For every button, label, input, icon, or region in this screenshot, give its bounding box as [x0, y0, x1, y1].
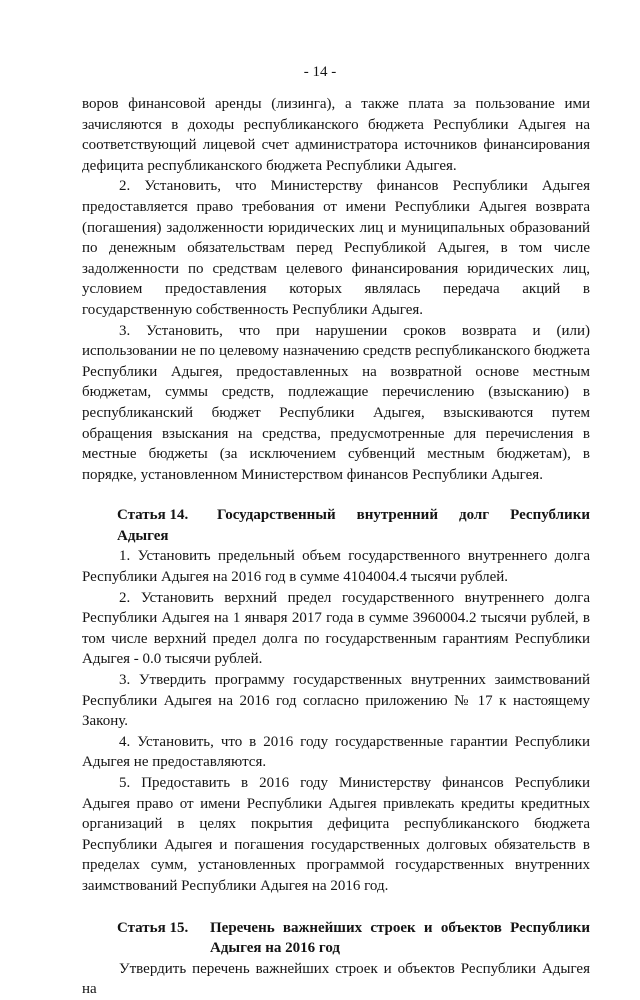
page-number: - 14 - — [303, 64, 337, 80]
article-15-number: Статья 15. — [117, 919, 189, 936]
article-14-item-5: 5. Предоставить в 2016 году Министерству финансов Республики Адыгея право от имени Республики Адыгея привлекать кредиты кредитных организаций в целях покрытия дефицита республиканского бюджета Республики Адыгея и погашения государственных долговых обязательств в пределах сумм, установленных программой государственных внутренних заимствований Республики Адыгея на 2016 год. — [82, 775, 590, 894]
article-15-heading — [82, 918, 590, 959]
paragraph-item-3: 3. Установить, что при нарушении сроков возврата и (или) использовании не по целевому назначению средств республиканского бюджета Республики Адыгея, предоставленных на возвратной основе местным бюджетам, суммы средств, подлежащие перечислению (взысканию) в республиканский бюджет Республики Адыгея, взыскиваются путем обращения взыскания на средства, предусмотренные для перечисления в местные бюджеты (за исключением субвенций местным бюджетам), в порядке, установленном Министерством финансов Республики Адыгея. — [82, 322, 590, 483]
article-14-item-1: 1. Установить предельный объем государственного внутреннего долга Республики Адыгея на 2016 год в сумме 4104004.4 тысячи рублей. — [82, 548, 590, 586]
article-14-heading — [82, 505, 590, 546]
article-14-item-4: 4. Установить, что в 2016 году государственные гарантии Республики Адыгея не предоставляются. — [82, 733, 590, 771]
paragraph-continued: воров финансовой аренды (лизинга), а также плата за пользование ими зачисляются в доходы республиканского бюджета Республики Адыгея на соответствующий лицевой счет администратора источников финансирования дефицита республиканского бюджета Республики Адыгея. — [82, 96, 590, 174]
article-15-title: Перечень важнейших строек и объектов Республики Адыгея на 2016 год — [210, 919, 590, 957]
article-15-item-1: Утвердить перечень важнейших строек и объектов Республики Адыгея на — [82, 960, 590, 998]
article-14-item-2: 2. Установить верхний предел государственного внутреннего долга Республики Адыгея на 1 января 2017 года в сумме 3960004.2 тысячи рублей, в том числе верхний предел долга по государственным гарантиям Республики Адыгея - 0.0 тысячи рублей. — [82, 589, 590, 668]
paragraph-item-2: 2. Установить, что Министерству финансов Республики Адыгея предоставляется право требования от имени Республики Адыгея возврата (погашения) задолженности юридических лиц и муниципальных образований по денежным обязательствам перед Республикой Адыгея, в том числе задолженности по средствам целевого финансирования юридических лиц, условием предоставления которых являлась передача акций в государственную собственность Республики Адыгея. — [82, 178, 590, 318]
article-14-title: Государственный внутренний долг Республики Адыгея — [117, 507, 590, 544]
document-body — [82, 94, 590, 1000]
article-14-item-3: 3. Утвердить программу государственных внутренних заимствований Республики Адыгея на 2016 год согласно приложению № 17 к настоящему Закону. — [82, 672, 590, 730]
article-14-number: Статья 14. — [117, 507, 189, 524]
